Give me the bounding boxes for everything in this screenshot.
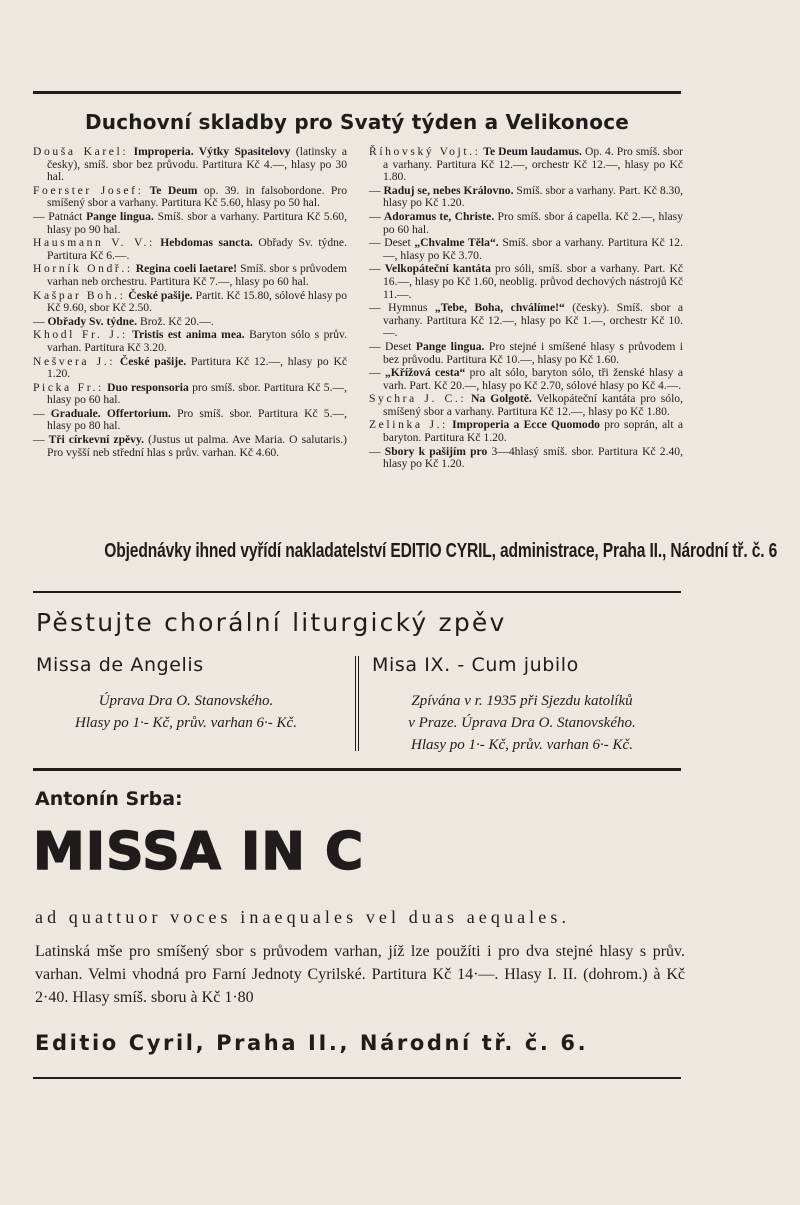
bottom-rule [33,1077,681,1079]
entry-details: (Justus ut palma. Ave Maria. O salutaris.) Pro vyšší neb střední hlas s prův. varhan. Kč 4.60. [47,433,348,459]
entry-details: — Hymnus [369,301,435,315]
entry-details: pro smíš. sbor. Partitura Kč 5.—, hlasy po 60 hal. [47,380,347,407]
entry-title: Regina coeli laetare! [132,262,238,276]
entry-details: Op. 4. Pro smíš. sbor a varhany. Partitura Kč 12.—, orchestr Kč 12.—, hlasy po Kč 1.80. [383,145,683,184]
entry-details: Pro smíš. sbor á capella. Kč 2.—, hlasy po 60 hal. [383,209,683,236]
entry-details: Velkopáteční kantáta pro sólo, smíšený sbor a varhany. Partitura Kč 12.—, hlasy po Kč 1.80. [383,392,683,418]
missa-de-angelis-block [36,654,336,734]
entry-title: „Křížová cesta“ [384,366,466,380]
entry-author: Nešvera J.: [33,354,116,368]
entry-title: České pašije. [115,354,187,368]
entry-details: Pro stejné i smíšené hlasy s průvodem i bez průvodu. Partitura Kč 10.—, hlasy po Kč 1.60. [383,339,684,366]
entry-details: Partit. Kč 15.80, sólové hlasy po Kč 9.60, sbor Kč 2.50. [47,288,347,315]
entry-details: pro alt sólo, baryton sólo, tři ženské hlasy a varh. Part. Kč 20.—, hlasy po Kč 2.70, sólové hlasy po Kč 4.—. [383,366,683,392]
catalog-entry [369,302,683,340]
catalog-entry [33,434,347,459]
entry-author: Sychra J. C.: [369,392,467,406]
entry-author: Horník Ondř.: [33,262,133,276]
column-divider [355,656,359,751]
entry-title: Pange lingua. [86,209,154,223]
section-title: Duchovní skladby pro Svatý týden a Velikonoce [84,110,630,134]
entry-details: Smíš. sbor s průvodem varhan neb orchestru. Partitura Kč 7.—, hlasy po 60 hal. [47,262,347,288]
entry-details: — [33,314,48,328]
entry-title: Te Deum [143,183,198,197]
divider-rule [33,768,681,771]
entry-details: Partitura Kč 12.—, hlasy po Kč 1.20. [47,354,347,381]
composer-name: Antonín Srba: [35,788,183,810]
entry-title: Pange lingua. [415,339,485,353]
mass-line: Úprava Dra O. Stanovského. [98,693,274,709]
order-line: Objednávky ihned vyřídí nakladatelství EDITIO CYRIL, administrace, Praha II., Národní tř. č. 6 [104,540,778,562]
work-subtitle: ad quattuor voces inaequales vel duas aequales. [35,907,571,927]
entry-details: Obřady Sv. týdne. Partitura Kč 6.—. [47,236,347,262]
catalog-entry [33,382,347,407]
entry-title: Tři církevní zpěvy. [48,433,145,447]
entry-title: Improperia a Ecce Quomodo [447,418,600,432]
entry-author: Říhovský Vojt.: [369,145,481,158]
entry-details: pro soprán, alt a baryton. Partitura Kč 1.20. [383,418,683,445]
catalog-entry [369,446,683,471]
entry-title: Duo responsoria [103,380,189,394]
entry-details: — [33,406,51,420]
entry-details: — [369,444,385,458]
entry-author: Hausmann V. V.: [33,236,155,250]
entry-title: Velkopáteční kantáta [384,262,491,276]
catalog-entry [33,329,347,354]
publisher-line: Editio Cyril, Praha II., Národní tř. č. 6. [35,1031,589,1055]
entry-author: Zelinka J.: [369,418,448,432]
entry-author: Khodl Fr. J.: [33,328,128,342]
entry-title: Te Deum laudamus. [480,145,582,158]
top-rule [33,91,681,94]
entry-details: Baryton sólo s prův. varhan. Partitura Kč 3.20. [47,328,347,354]
entry-details: — Deset [369,339,416,353]
entry-details: — Patnáct [33,209,87,223]
entry-title: „Chvalme Těla“. [414,236,499,250]
entry-author: Foerster Josef: [33,183,144,197]
mass-line: Hlasy po 1·- Kč, prův. varhan 6·- Kč. [75,715,297,731]
entry-title: Sbory k pašijím pro [384,444,488,458]
entry-author: Picka Fr.: [33,380,104,394]
catalog-entry [369,185,683,210]
entry-details: — Deset [369,236,415,250]
catalog-entry [33,237,347,262]
entry-details: — [33,433,49,447]
entry-title: Obřady Sv. týdne. [47,314,138,328]
catalog-entry [369,237,683,262]
entry-title: Improperia. Výtky Spasitelovy [128,145,291,158]
catalog-right-column [369,146,683,472]
catalog-entry [369,341,683,366]
catalog-entry [33,146,347,184]
entry-title: Hebdomas sancta. [154,236,253,250]
entry-details: (latinsky a česky), smíš. sbor bez průvodu. Partitura Kč 4.—, hlasy po 30 hal. [47,145,347,184]
mass-heading: Missa de Angelis [36,654,204,676]
entry-details: Pro smíš. sbor. Partitura Kč 5.—, hlasy po 80 hal. [47,406,347,433]
chant-heading: Pěstujte chorální liturgický zpěv [36,608,507,637]
catalog-entry [33,356,347,381]
catalog-entry [33,263,347,288]
entry-author: Douša Karel: [33,145,129,158]
entry-details: Smíš. sbor a varhany. Partitura Kč 5.60, hlasy po 90 hal. [47,209,348,236]
catalog-entry [369,146,683,184]
catalog-entry [33,316,347,329]
entry-details: 3—4hlasý smíš. sbor. Partitura Kč 2.40, hlasy po Kč 1.20. [383,444,683,471]
catalog-entry [369,367,683,392]
entry-details: op. 39. in falsobordone. Pro smíšený sbor a varhany. Partitura Kč 5.60, hlasy po 50 hal. [47,183,347,210]
entry-title: Adoramus te, Christe. [383,209,495,223]
entry-details: — [369,366,385,380]
catalog-entry [33,211,347,236]
entry-title: Graduale. Offertorium. [50,406,171,420]
catalog-left-column [33,146,347,460]
catalog-entry [369,393,683,418]
catalog-entry [33,408,347,433]
mass-line: Zpívána v r. 1935 při Sjezdu katolíků [411,693,633,709]
entry-details: pro sóli, smíš. sbor a varhany. Part. Kč 16.—, hlasy po Kč 1.60, neoblig. průvod dechových nástrojů Kč 11.—. [383,262,683,301]
mass-heading: Misa IX. - Cum jubilo [372,654,579,676]
divider-rule [33,591,681,593]
entry-title: Na Golgotě. [466,392,532,406]
entry-details: Smíš. sbor a varhany. Part. Kč 8.30, hlasy po Kč 1.20. [383,183,684,210]
entry-author: Kašpar Boh.: [33,288,126,302]
catalog-entry [369,263,683,301]
mass-line: v Praze. Úprava Dra O. Stanovského. [408,715,636,731]
work-title: MISSA IN C [33,822,365,882]
entry-details: — [369,183,384,197]
entry-title: „Tebe, Boha, chválíme!“ [434,301,565,315]
catalog-entry [369,419,683,444]
mass-line: Hlasy po 1·- Kč, prův. varhan 6·- Kč. [411,737,633,753]
catalog-entry [369,211,683,236]
entry-details: (česky). Smíš. sbor a varhany. Partitura Kč 12.—, hlasy po Kč 1.—, orchestr Kč 10.—. [383,301,683,340]
misa-ix-block [372,654,672,756]
entry-details: Brož. Kč 20.—. [137,314,214,328]
entry-title: České pašije. [125,288,193,302]
work-description: Latinská mše pro smíšený sbor s průvodem varhan, jíž lze použíti i pro dva stejné hlasy s prův. varhan. Velmi vhodná pro Farní Jednoty Cyrilské. Partitura Kč 14·—. Hlasy I. II. (dohrom.) à Kč 2·40. Hlasy smíš. sboru à Kč 1·80 [35,943,685,1006]
entry-details: Smíš. sbor a varhany. Partitura Kč 12.—, hlasy po Kč 3.70. [383,236,683,262]
entry-title: Raduj se, nebes Královno. [383,183,514,197]
catalog-entry [33,290,347,315]
entry-details: — [369,262,385,276]
entry-title: Tristis est anima mea. [127,328,245,342]
catalog-entry [33,185,347,210]
entry-details: — [369,209,384,223]
